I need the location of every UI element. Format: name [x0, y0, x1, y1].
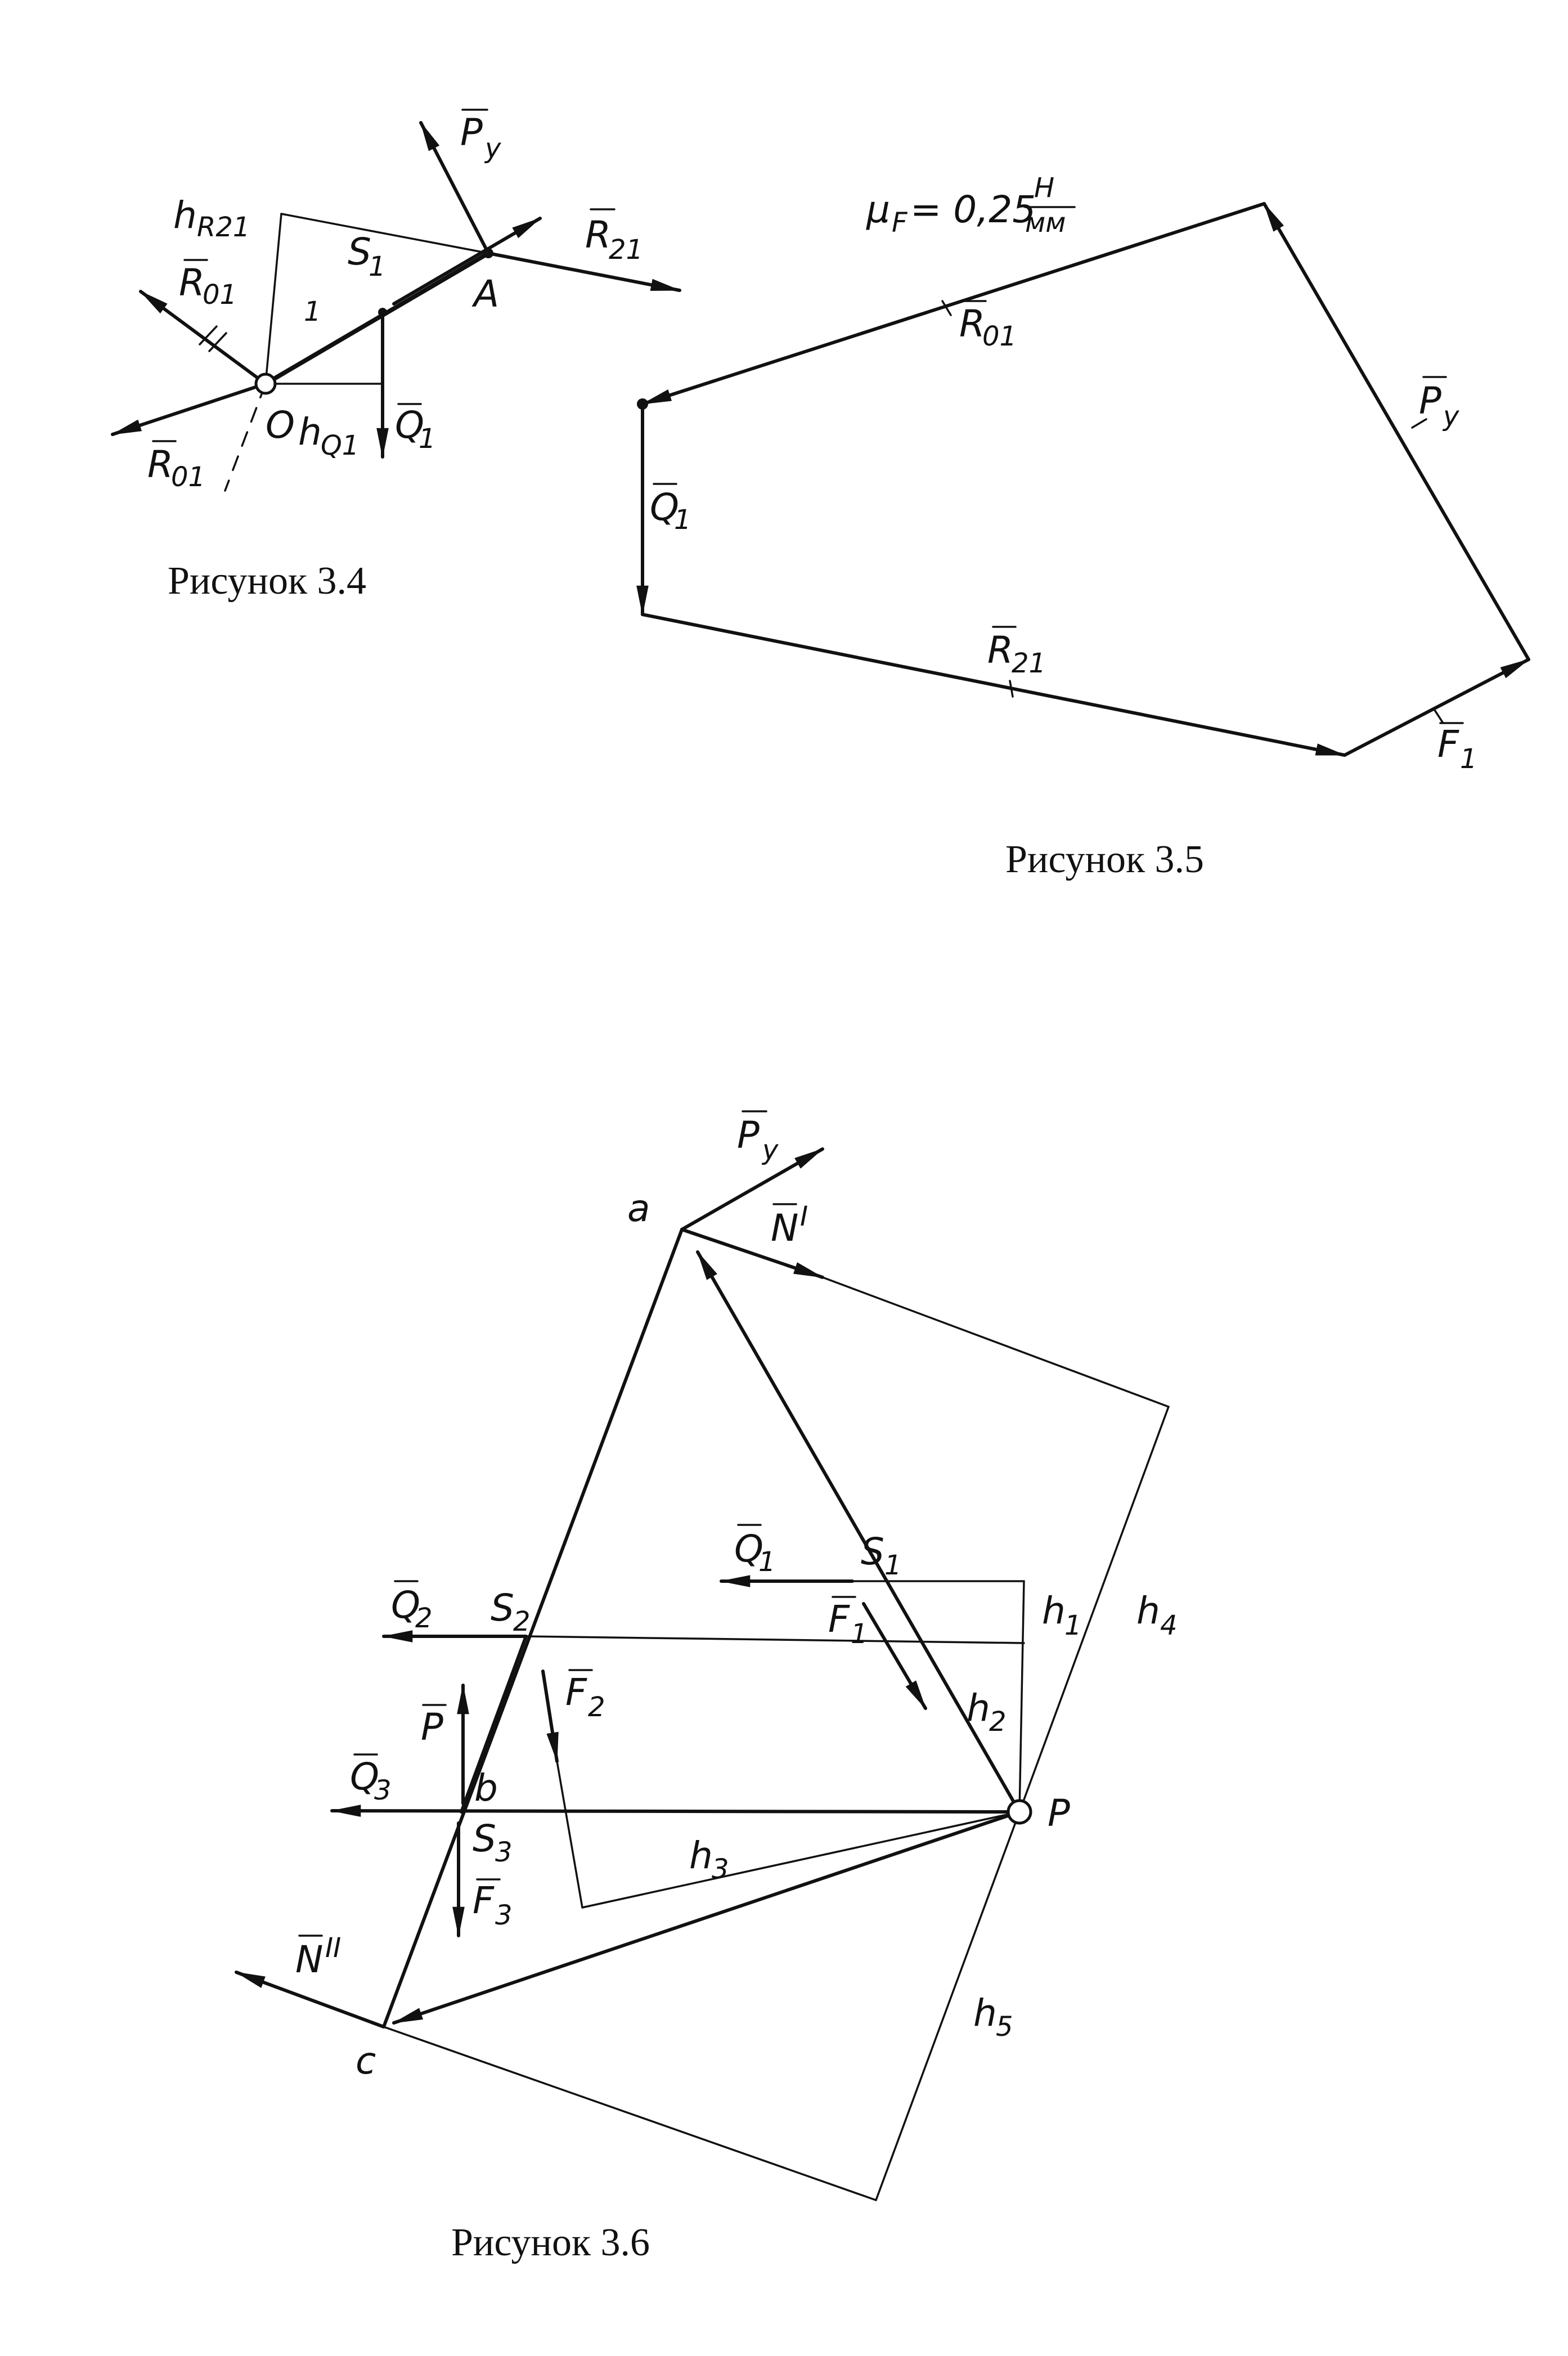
label-f2	[565, 1670, 605, 1723]
svg-text:F: F	[892, 207, 907, 239]
svg-text:h: h	[689, 1834, 713, 1877]
label-link-1: 1	[304, 296, 321, 327]
r21-vector	[488, 253, 680, 290]
svg-text:h: h	[298, 410, 322, 454]
svg-text:2: 2	[513, 1606, 531, 1637]
figure-3-4	[113, 110, 680, 603]
svg-text:h: h	[967, 1686, 990, 1730]
label-r01-top	[179, 260, 237, 311]
label-f3	[473, 1879, 513, 1931]
svg-text:F: F	[828, 1597, 850, 1641]
label-point-a: a	[627, 1187, 650, 1230]
label-h3	[689, 1834, 729, 1885]
h3-vert-line	[557, 1761, 582, 1908]
label-pole: P	[1048, 1792, 1070, 1835]
svg-text:Q: Q	[650, 486, 679, 529]
figure-3-5	[637, 172, 1529, 881]
label-p	[421, 1705, 446, 1749]
h3-line	[582, 1812, 1019, 1908]
svg-text:21: 21	[1012, 648, 1046, 679]
svg-text:S: S	[861, 1530, 884, 1573]
svg-text:S: S	[348, 230, 371, 273]
svg-text:y: y	[762, 1134, 779, 1166]
svg-text:21: 21	[609, 234, 644, 266]
svg-text:Q: Q	[391, 1583, 420, 1627]
caption-fig-3-5: Рисунок 3.5	[1005, 838, 1205, 881]
py-vector	[1264, 204, 1529, 659]
label-r01-bottom	[147, 441, 205, 493]
svg-text:Q: Q	[350, 1755, 379, 1798]
figure-3-6	[236, 1111, 1178, 2264]
pivot-o	[256, 374, 275, 393]
tick-r21	[1010, 681, 1013, 697]
svg-text:R: R	[179, 261, 205, 304]
point-a	[483, 248, 493, 258]
svg-text:y: y	[485, 133, 501, 164]
start-point	[637, 398, 648, 410]
svg-text:2: 2	[415, 1603, 433, 1634]
label-q2	[391, 1581, 433, 1634]
svg-text:мм: мм	[1025, 207, 1066, 239]
svg-text:1: 1	[369, 251, 386, 282]
label-r21	[987, 627, 1046, 679]
f1-vector	[864, 1604, 925, 1708]
svg-text:R: R	[147, 443, 173, 486]
svg-text:R: R	[585, 213, 611, 257]
f2-vector	[543, 1671, 557, 1761]
svg-text:3: 3	[495, 1837, 513, 1868]
label-h-r21	[173, 194, 250, 243]
svg-text:P: P	[737, 1114, 760, 1157]
svg-text:1: 1	[884, 1550, 902, 1581]
tick-f1	[1435, 710, 1443, 723]
svg-text:5: 5	[996, 2011, 1013, 2043]
svg-text:h: h	[973, 1991, 997, 2035]
label-pivot-o: O	[266, 403, 295, 447]
n1-vector	[682, 1229, 823, 1277]
svg-text:II: II	[325, 1932, 342, 1964]
svg-text:1: 1	[758, 1546, 776, 1578]
svg-text:R: R	[959, 302, 985, 345]
label-point-b: b	[474, 1766, 498, 1810]
h5-line	[876, 1812, 1019, 2200]
svg-text:01: 01	[982, 321, 1017, 352]
svg-text:N: N	[771, 1206, 799, 1250]
label-py	[737, 1111, 779, 1166]
label-py	[1419, 377, 1459, 432]
svg-text:3: 3	[495, 1900, 513, 1931]
label-py	[460, 110, 501, 164]
svg-text:Н: Н	[1034, 172, 1055, 204]
svg-text:4: 4	[1160, 1610, 1178, 1641]
svg-text:2: 2	[588, 1691, 605, 1723]
svg-text:P: P	[460, 111, 483, 154]
svg-text:P: P	[1419, 379, 1441, 423]
svg-text:= 0,25: = 0,25	[910, 188, 1036, 231]
svg-text:01: 01	[171, 461, 206, 493]
label-q1	[734, 1525, 776, 1578]
label-n2	[295, 1932, 341, 1981]
svg-text:h: h	[173, 194, 197, 237]
f1-vector	[1345, 659, 1529, 755]
svg-text:1: 1	[1064, 1610, 1082, 1641]
svg-text:I: I	[800, 1201, 808, 1232]
svg-text:01: 01	[203, 279, 237, 311]
label-r01	[959, 301, 1017, 352]
h4-top-line	[823, 1277, 1169, 1407]
svg-text:1: 1	[419, 423, 436, 455]
label-s3	[473, 1817, 513, 1868]
svg-text:3: 3	[374, 1775, 392, 1806]
svg-text:3: 3	[712, 1854, 729, 1885]
svg-text:Q1: Q1	[321, 430, 360, 461]
q3-vector	[332, 1811, 1019, 1812]
svg-text:1: 1	[674, 504, 691, 536]
label-point-c: c	[356, 2039, 376, 2083]
svg-text:Q: Q	[395, 403, 424, 447]
link-oa-double	[394, 218, 540, 304]
svg-text:μ: μ	[866, 188, 890, 231]
label-h-q1	[298, 410, 359, 461]
label-s2	[491, 1586, 531, 1637]
dashed-line	[225, 384, 266, 491]
scale-label	[866, 172, 1075, 239]
label-r21	[585, 209, 643, 266]
label-q3	[350, 1754, 392, 1806]
svg-text:h: h	[1136, 1589, 1160, 1632]
caption-fig-3-6: Рисунок 3.6	[451, 2221, 650, 2264]
h5-bottom-line	[384, 2027, 876, 2200]
svg-text:h: h	[1042, 1589, 1066, 1632]
label-h4	[1136, 1589, 1178, 1641]
svg-text:2: 2	[989, 1706, 1007, 1738]
label-h1	[1042, 1589, 1082, 1641]
h-r21-line	[266, 214, 281, 384]
svg-text:1: 1	[851, 1618, 868, 1650]
svg-text:S: S	[491, 1586, 514, 1630]
label-f1	[1437, 722, 1477, 775]
label-q1	[395, 403, 436, 455]
r01-bottom-vector	[113, 384, 266, 434]
point-s1	[378, 308, 387, 317]
label-q1	[650, 484, 691, 536]
svg-text:S: S	[473, 1817, 496, 1860]
pole-p	[1008, 1801, 1031, 1823]
caption-fig-3-4: Рисунок 3.4	[168, 559, 367, 603]
label-s1	[348, 230, 386, 282]
label-h5	[973, 1991, 1013, 2043]
label-n1	[771, 1201, 808, 1250]
svg-text:Q: Q	[734, 1527, 763, 1570]
h-r21-top	[281, 214, 488, 253]
r01-vector	[643, 204, 1264, 404]
svg-text:F: F	[473, 1879, 494, 1922]
h1-line	[1019, 1581, 1024, 1812]
svg-text:y: y	[1443, 401, 1459, 432]
label-point-a: A	[474, 272, 500, 316]
svg-text:F: F	[565, 1671, 587, 1714]
svg-text:P: P	[421, 1706, 443, 1749]
label-f1	[828, 1597, 868, 1650]
svg-text:R21: R21	[197, 212, 250, 243]
svg-text:N: N	[295, 1938, 324, 1981]
svg-text:F: F	[1437, 722, 1459, 766]
h2-line	[526, 1636, 1024, 1643]
svg-text:R: R	[987, 629, 1013, 672]
svg-text:1: 1	[1460, 743, 1477, 775]
